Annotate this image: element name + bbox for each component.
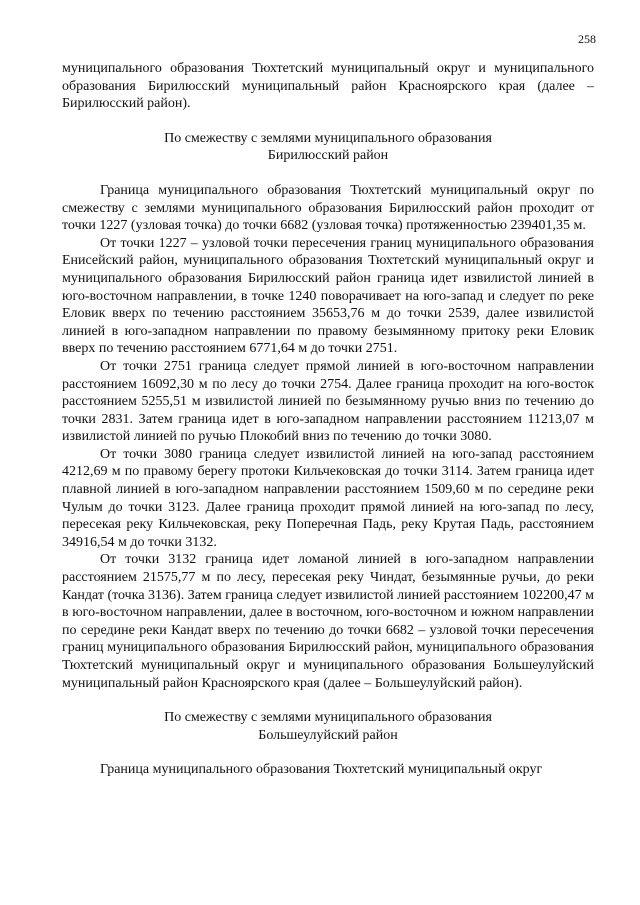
section-heading-bolsheuluysky-line1: По смежеству с землями муниципального образования bbox=[164, 710, 492, 726]
spacer bbox=[62, 165, 594, 182]
intro-paragraph: муниципального образования Тюхтетский муниципальный округ и муниципального образования Бирилюсский муниципальный район Красноярского края (далее – Бирилюсский район). bbox=[62, 61, 594, 112]
body-paragraph: От точки 2751 граница следует прямой линией в юго-восточном направлении расстоянием 16092,30 м по лесу до точки 2754. Далее граница проходит на юго-восток расстоянием 5255,51 м извилистой линией по безымянному ручью вниз по течению до точки 2831. Затем граница идет в юго-западном направлении расстоянием 11213,07 м извилистой линией по ручью Плокобий вниз по течению до точки 3080. bbox=[62, 358, 594, 445]
body-paragraph: От точки 3080 граница следует извилистой линией на юго-запад расстоянием 4212,69 м по правому берегу протоки Кильчековская до точки 3114. Затем граница идет плавной линией в юго-западном направлении расстоянием 1509,60 м по середине реки Чулым до точки 3123. Далее граница проходит прямой линией на юго-запад по лесу, пересекая реку Кильчековская, реку Поперечная Падь, реку Крутая Падь, расстоянием 34916,54 м до точки 3132. bbox=[62, 446, 594, 550]
body-paragraph: От точки 3132 граница идет ломаной линией в юго-западном направлении расстоянием 21575,77 м по лесу, пересекая реку Чиндат, безымянные ручьи, до реки Кандат (точка 3136). Затем граница следует извилистой линией расстоянием 102200,47 м в юго-восточном направлении, далее в восточном, юго-восточном и южном направлении по середине реки Кандат вверх по течению до точки 6682 – узловой точки пересечения границ муниципального образования Бирилюсский район, муниципального образования Тюхтетский муниципальный округ и муниципального образования Большеулуйский муниципальный район Красноярского края (далее – Большеулуйский район). bbox=[62, 552, 594, 691]
body-paragraph: Граница муниципального образования Тюхтетский муниципальный округ bbox=[100, 762, 543, 778]
spacer bbox=[62, 692, 594, 709]
document-body bbox=[62, 60, 594, 779]
section-heading-bolsheuluysky-line2: Большеулуйский район bbox=[258, 727, 398, 743]
section-heading-birilyussky-line1: По смежеству с землями муниципального образования bbox=[164, 130, 492, 146]
section-heading-birilyussky-line2: Бирилюсский район bbox=[267, 148, 389, 164]
body-paragraph: Граница муниципального образования Тюхтетский муниципальный округ по смежеству с землями муниципального образования Бирилюсский район проходит от точки 1227 (узловая точка) до точки 6682 (узловая точка) протяженностью 239401,35 м. bbox=[62, 182, 594, 234]
page-number: 258 bbox=[578, 32, 596, 46]
spacer bbox=[62, 113, 594, 130]
spacer bbox=[62, 744, 594, 761]
body-paragraph: От точки 1227 – узловой точки пересечения границ муниципального образования Енисейский район, муниципального образования Тюхтетский муниципальный округ и муниципального образования Бирилюсский район граница идет извилистой линией в юго-восточном направлении, в точке 1240 поворачивает на юго-запад и следует по реке Еловик вверх по течению расстоянием 35653,76 м до точки 2539, далее извилистой линией в юго-западном направлении по правому безымянному притоку реки Еловик вверх по течению расстоянием 6771,64 м до точки 2751. bbox=[62, 235, 594, 357]
